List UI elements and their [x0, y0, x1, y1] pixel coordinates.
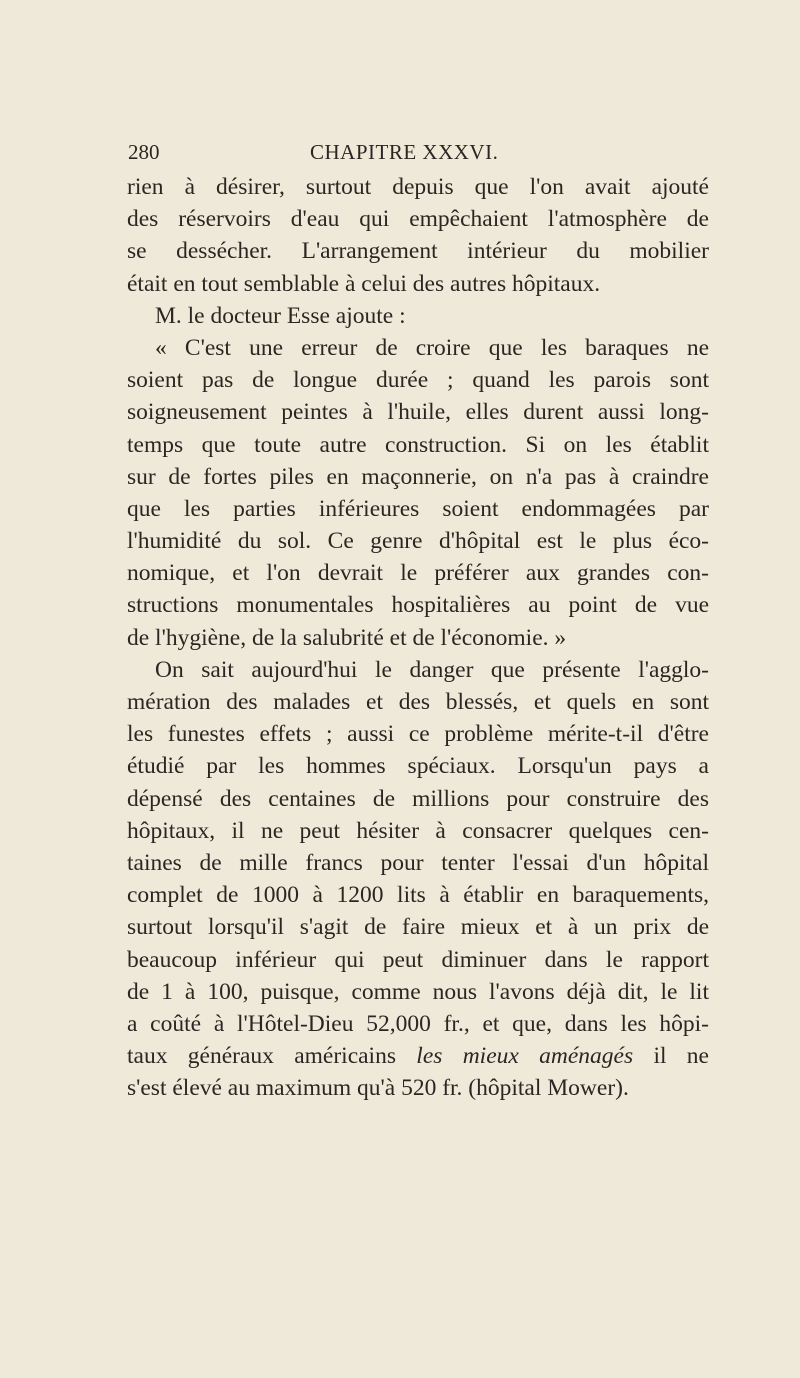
text-line: structions monumentales hospitalières au point de vue: [127, 592, 709, 619]
text-segment: taux généraux américains: [127, 1043, 396, 1070]
text-segment: il ne: [653, 1043, 709, 1070]
body-text: [127, 171, 709, 1104]
text-line: nomique, et l'on devrait le préférer aux grandes con-: [127, 560, 709, 587]
text-line: « C'est une erreur de croire que les baraques ne: [155, 334, 709, 361]
text-line: a coûté à l'Hôtel-Dieu 52,000 fr., et que, dans les hôpi-: [127, 1010, 709, 1037]
text-line: rien à désirer, surtout depuis que l'on avait ajouté: [127, 174, 709, 200]
text-line: taines de mille francs pour tenter l'essai d'un hôpital: [127, 849, 709, 876]
text-line: surtout lorsqu'il s'agit de faire mieux et à un prix de: [127, 914, 709, 941]
text-line: On sait aujourd'hui le danger que présente l'agglo-: [155, 656, 709, 683]
text-line: temps que toute autre construction. Si on les établit: [127, 431, 709, 458]
text-line: des réservoirs d'eau qui empêchaient l'atmosphère de: [127, 206, 709, 233]
running-head: [128, 136, 708, 168]
text-line: que les parties inférieures soient endommagées par: [127, 495, 709, 522]
text-line: de 1 à 100, puisque, comme nous l'avons déjà dit, le lit: [127, 978, 709, 1005]
text-line-with-italic: [127, 1040, 709, 1072]
text-line: hôpitaux, il ne peut hésiter à consacrer quelques cen-: [127, 817, 709, 844]
text-line: soigneusement peintes à l'huile, elles durent aussi long-: [127, 399, 709, 426]
text-line: mération des malades et des blessés, et quels en sont: [127, 689, 709, 715]
text-line: soient pas de longue durée ; quand les parois sont: [127, 367, 709, 394]
text-line: étudié par les hommes spéciaux. Lorsqu'un pays a: [127, 753, 709, 780]
text-line: était en tout semblable à celui des autres hôpitaux.: [127, 270, 601, 297]
text-line: sur de fortes piles en maçonnerie, on n'a pas à craindre: [127, 463, 709, 490]
chapter-title: CHAPITRE XXXVI.: [310, 140, 499, 164]
text-line: les funestes effets ; aussi ce problème mérite-t-il d'être: [127, 721, 709, 748]
text-line: s'est élevé au maximum qu'à 520 fr. (hôpital Mower).: [127, 1075, 629, 1102]
text-line: M. le docteur Esse ajoute :: [155, 302, 406, 329]
text-line: se dessécher. L'arrangement intérieur du mobilier: [127, 238, 709, 265]
text-line: beaucoup inférieur qui peut diminuer dans le rapport: [127, 946, 709, 973]
text-line: dépensé des centaines de millions pour construire des: [127, 785, 709, 812]
italic-phrase: les mieux aménagés: [416, 1043, 634, 1070]
text-line: l'humidité du sol. Ce genre d'hôpital est le plus éco-: [127, 528, 709, 555]
text-line: complet de 1000 à 1200 lits à établir en baraquements,: [127, 882, 709, 909]
text-line: de l'hygiène, de la salubrité et de l'économie. »: [127, 624, 567, 651]
page-number: 280: [128, 140, 160, 164]
